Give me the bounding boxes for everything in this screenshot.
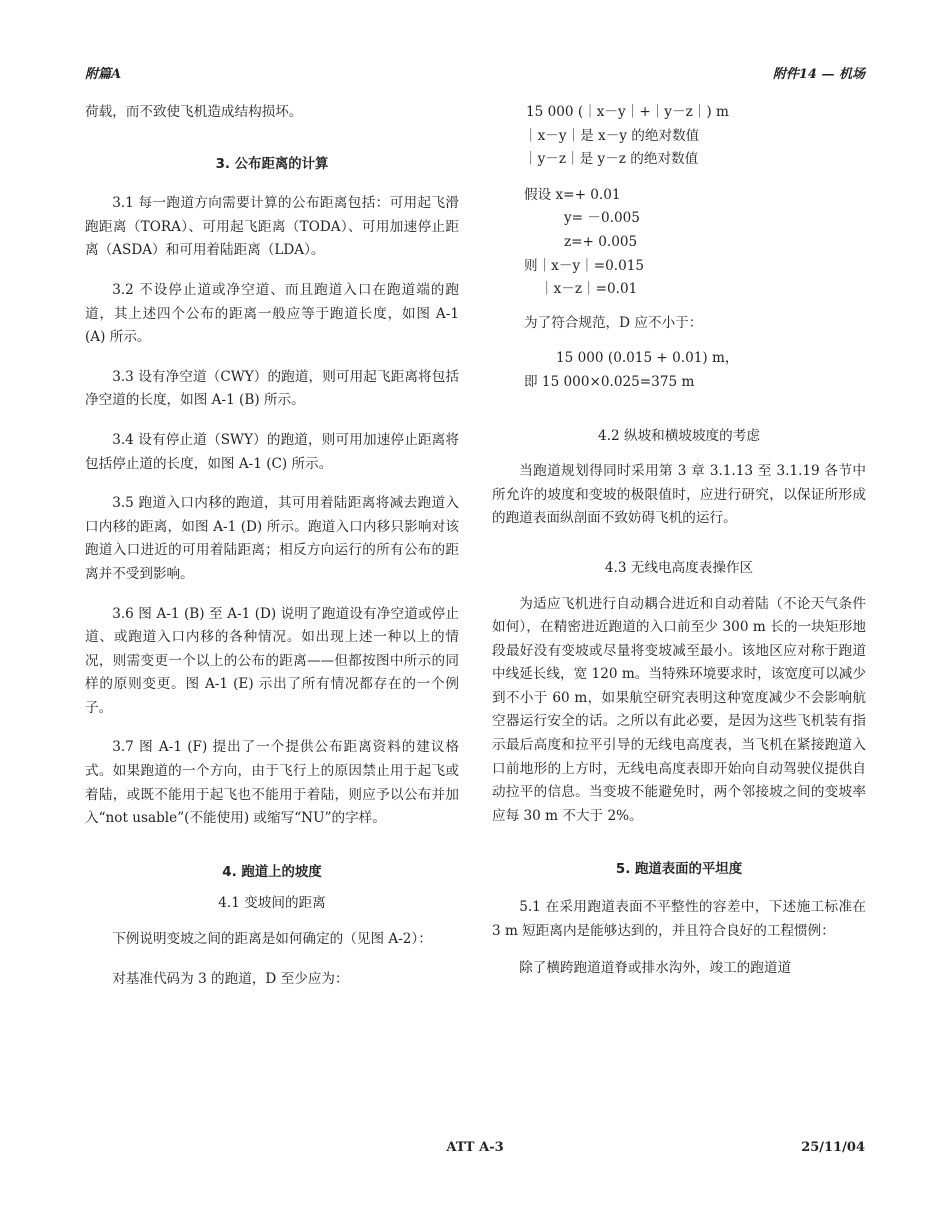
formula: 15 000 (0.015 + 0.01) m， bbox=[556, 350, 739, 367]
section-heading: 4. 跑道上的坡度 bbox=[222, 864, 322, 880]
assumption-z: z=+ 0.005 bbox=[564, 233, 638, 250]
page-number: ATT A-3 bbox=[446, 1140, 504, 1155]
subsection-heading: 4.3 无线电高度表操作区 bbox=[604, 559, 754, 576]
section-heading: 3. 公布距离的计算 bbox=[215, 156, 329, 172]
paragraph: 3.2 不设停止道或净空道、而且跑道入口在跑道端的跑道，其上述四个公布的距离一般应等于跑道长度，如图 A-1 (A) 所示。 bbox=[85, 281, 459, 346]
formula: 即 15 000×0.025=375 m bbox=[524, 373, 695, 390]
formula-note: ｜x－y｜是 x－y 的绝对数值 bbox=[524, 127, 700, 144]
paragraph: 3.4 设有停止道（SWY）的跑道，则可用加速停止距离将包括停止道的长度，如图 A-1 (C) 所示。 bbox=[85, 431, 459, 472]
paragraph: 除了横跨跑道道脊或排水沟外，竣工的跑道道 bbox=[519, 960, 792, 977]
right-column bbox=[492, 101, 866, 981]
paragraph: 为适应飞机进行自动耦合进近和自动着陆（不论天气条件如何），在精密进近跑道的入口前至少 300 m 长的一块矩形地段最好没有变坡或尽量将变坡减至最小。该地区应对称于跑道中线延长线，宽 120 m。当特殊环境要求时，该宽度可以减少到不小于 60 m，如果航空研究表明这种宽度减少不会影响航空器运行安全的话。之所以有此必要，是因为这些飞机装有指示最后高度和拉平引导的无线电高度表，当飞机在紧接跑道入口前地形的上方时，无线电高度表即开始向自动驾驶仪提供自动拉平的信息。当变坡不能避免时，两个邻接坡之间的变坡率应每 30 m 不大于 2%。 bbox=[492, 595, 866, 824]
paragraph: 3.1 每一跑道方向需要计算的公布距离包括：可用起飞滑跑距离（TORA）、可用起飞距离（TODA）、可用加速停止距离（ASDA）和可用着陆距离（LDA）。 bbox=[85, 195, 459, 259]
assumption-y: y= －0.005 bbox=[564, 210, 640, 227]
result-line: ｜x－z｜=0.01 bbox=[540, 281, 638, 298]
assumption-x: 假设 x=+ 0.01 bbox=[524, 186, 621, 203]
paragraph: 3.3 设有净空道（CWY）的跑道，则可用起飞距离将包括净空道的长度，如图 A-1 (B) 所示。 bbox=[85, 368, 459, 409]
paragraph: 3.6 图 A-1 (B) 至 A-1 (D) 说明了跑道设有净空道或停止道、或跑道入口内移的各种情况。如出现上述一种以上的情况，则需变更一个以上的公布的距离——但都按图中所示的同样的原则变更。图 A-1 (E) 示出了所有情况都存在的一个例子。 bbox=[85, 605, 459, 716]
subsection-heading: 4.1 变坡间的距离 bbox=[218, 895, 326, 912]
subsection-heading: 4.2 纵坡和横坡坡度的考虑 bbox=[598, 427, 760, 444]
paragraph: 下例说明变坡之间的距离是如何确定的（见图 A-2）： bbox=[112, 931, 432, 948]
paragraph: 为了符合规范，D 应不小于： bbox=[524, 314, 703, 331]
paragraph: 当跑道规划得同时采用第 3 章 3.1.13 至 3.1.19 各节中所允许的坡度和变坡的极限值时，应进行研究，以保证所形成的跑道表面纵剖面不致妨碍飞机的运行。 bbox=[492, 463, 866, 527]
header-right: 附件14 — 机场 bbox=[772, 67, 865, 82]
paragraph: 荷载，而不致使飞机造成结构损坏。 bbox=[85, 104, 303, 120]
section-heading: 5. 跑道表面的平坦度 bbox=[615, 862, 743, 878]
header-left: 附篇A bbox=[85, 67, 122, 82]
paragraph: 3.5 跑道入口内移的跑道，其可用着陆距离将减去跑道入口内移的距离，如图 A-1 (D) 所示。跑道入口内移只影响对该跑道入口进近的可用着陆距离；相反方向运行的所有公布的距离并不受到影响。 bbox=[85, 495, 459, 582]
formula: 15 000 (｜x－y｜+｜y－z｜) m bbox=[526, 104, 729, 120]
page-date: 25/11/04 bbox=[801, 1140, 865, 1155]
paragraph: 对基准代码为 3 的跑道，D 至少应为： bbox=[112, 970, 349, 987]
formula-note: ｜y－z｜是 y－z 的绝对数值 bbox=[524, 151, 699, 168]
paragraph: 3.7 图 A-1 (F) 提出了一个提供公布距离资料的建议格式。如果跑道的一个方向，由于飞行上的原因禁止用于起飞或着陆，或既不能用于起飞也不能用于着陆，则应予以公布并加入“not usable”(不能使用) 或缩写“NU”的字样。 bbox=[85, 739, 459, 827]
paragraph: 5.1 在采用跑道表面不平整性的容差中，下述施工标准在 3 m 短距离内是能够达到的，并且符合良好的工程惯例： bbox=[492, 899, 866, 939]
result-line: 则｜x－y｜=0.015 bbox=[524, 257, 645, 274]
left-column bbox=[85, 101, 459, 991]
